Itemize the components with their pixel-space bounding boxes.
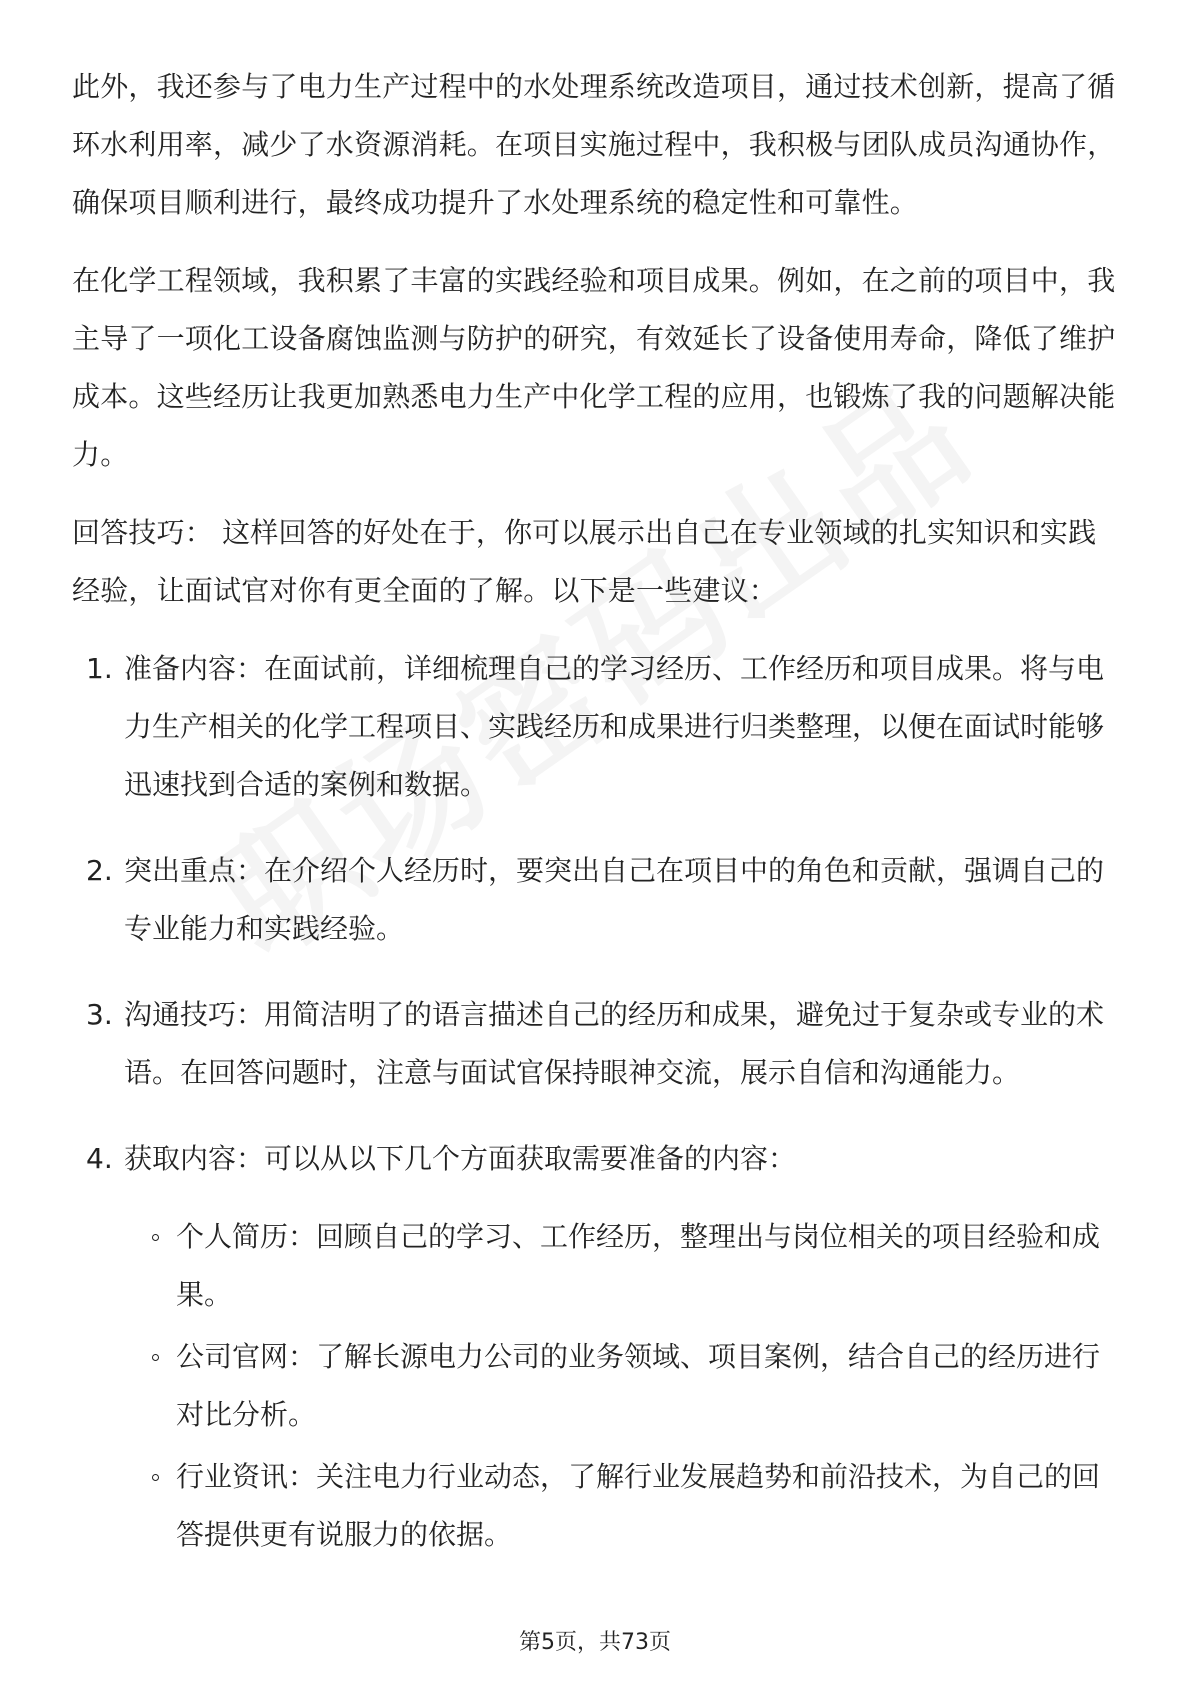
circle-bullet-icon <box>152 1474 159 1481</box>
list-item <box>72 640 1122 814</box>
list-number: 4. <box>86 1142 113 1175</box>
paragraph-chemical-engineering: 在化学工程领域，我积累了丰富的实践经验和项目成果。例如，在之前的项目中，我主导了一项化工设备腐蚀监测与防护的研究，有效延长了设备使用寿命，降低了维护成本。这些经历让我更加熟悉电力生产中化学工程的应用，也锻炼了我的问题解决能力。 <box>72 264 1116 471</box>
list-item-text: 沟通技巧：用简洁明了的语言描述自己的经历和成果，避免过于复杂或专业的术语。在回答问题时，注意与面试官保持眼神交流，展示自信和沟通能力。 <box>124 998 1105 1089</box>
circle-bullet-icon <box>152 1234 159 1241</box>
page-content <box>72 58 1122 1592</box>
list-number: 3. <box>86 998 113 1031</box>
sub-list <box>124 1208 1122 1564</box>
paragraph-answer-tips: 回答技巧： 这样回答的好处在于，你可以展示出自己在专业领域的扎实知识和实践经验，让面试官对你有更全面的了解。以下是一些建议： <box>72 516 1097 607</box>
list-number: 1. <box>86 652 113 685</box>
paragraph-water-treatment: 此外，我还参与了电力生产过程中的水处理系统改造项目，通过技术创新，提高了循环水利用率，减少了水资源消耗。在项目实施过程中，我积极与团队成员沟通协作，确保项目顺利进行，最终成功提升了水处理系统的稳定性和可靠性。 <box>72 70 1116 219</box>
sub-list-item <box>124 1448 1122 1564</box>
list-item-text: 准备内容：在面试前，详细梳理自己的学习经历、工作经历和项目成果。将与电力生产相关的化学工程项目、实践经历和成果进行归类整理，以便在面试时能够迅速找到合适的案例和数据。 <box>124 652 1105 801</box>
page-footer: 第5页，共73页 <box>519 1630 671 1655</box>
circle-bullet-icon <box>152 1354 159 1361</box>
sub-item-text: 公司官网：了解长源电力公司的业务领域、项目案例，结合自己的经历进行对比分析。 <box>176 1340 1101 1431</box>
list-item-text: 突出重点：在介绍个人经历时，要突出自己在项目中的角色和贡献，强调自己的专业能力和实践经验。 <box>124 854 1105 945</box>
list-item <box>72 842 1122 958</box>
sub-list-item <box>124 1328 1122 1444</box>
sub-item-text: 行业资讯：关注电力行业动态，了解行业发展趋势和前沿技术，为自己的回答提供更有说服力的依据。 <box>176 1460 1101 1551</box>
sub-list-item <box>124 1208 1122 1324</box>
list-number: 2. <box>86 854 113 887</box>
list-item-text: 获取内容：可以从以下几个方面获取需要准备的内容： <box>124 1142 797 1175</box>
sub-item-text: 个人简历：回顾自己的学习、工作经历，整理出与岗位相关的项目经验和成果。 <box>176 1220 1101 1311</box>
list-item <box>72 986 1122 1102</box>
list-item <box>72 1130 1122 1564</box>
tips-list <box>72 640 1122 1564</box>
